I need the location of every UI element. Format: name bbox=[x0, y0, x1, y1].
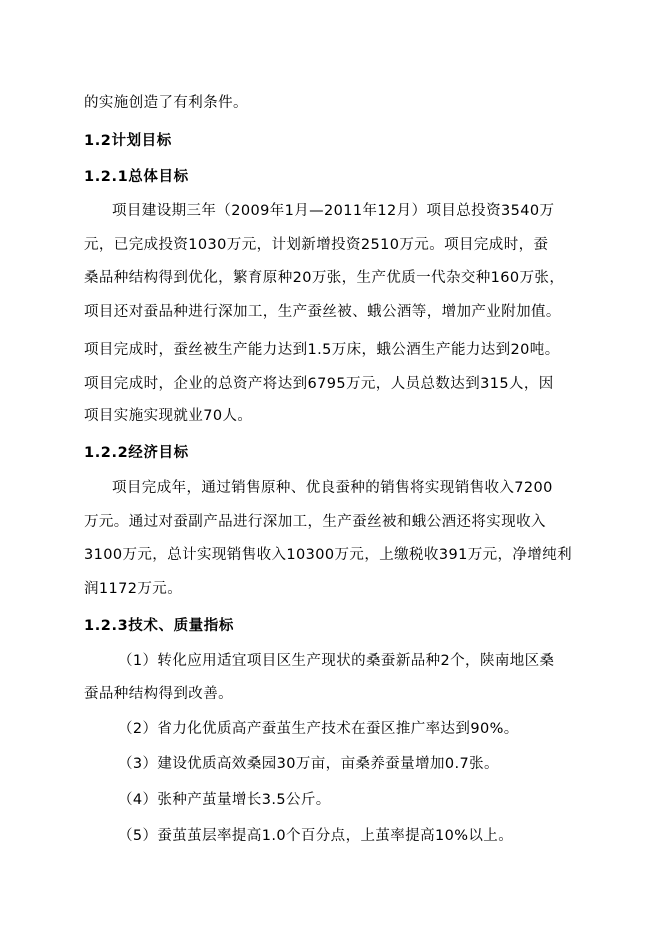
list-item: （5）蚕茧茧层率提高1.0个百分点，上茧率提高10%以上。 bbox=[118, 828, 514, 844]
section-heading: 1.2计划目标 bbox=[84, 133, 172, 149]
list-item: （4）张种产茧量增长3.5公斤。 bbox=[118, 792, 331, 808]
paragraph-line: 的实施创造了有利条件。 bbox=[84, 95, 248, 111]
paragraph-line: 项目完成时，蚕丝被生产能力达到1.5万床，蛾公酒生产能力达到20吨。 bbox=[84, 342, 560, 358]
paragraph-line: 项目建设期三年（2009年1月—2011年12月）项目总投资3540万 bbox=[112, 203, 555, 219]
subsection-heading: 1.2.3技术、质量指标 bbox=[84, 618, 234, 634]
subsection-heading: 1.2.1总体目标 bbox=[84, 169, 189, 185]
paragraph-line: 桑品种结构得到优化，繁育原种20万张，生产优质一代杂交种160万张， bbox=[84, 270, 565, 286]
list-item-continuation: 蚕品种结构得到改善。 bbox=[84, 686, 233, 702]
list-item: （3）建设优质高效桑园30万亩，亩桑养蚕量增加0.7张。 bbox=[118, 756, 499, 772]
paragraph-line: 万元。通过对蚕副产品进行深加工，生产蚕丝被和蛾公酒还将实现收入 bbox=[84, 514, 546, 530]
paragraph-line: 项目还对蚕品种进行深加工，生产蚕丝被、蛾公酒等，增加产业附加值。 bbox=[84, 304, 561, 320]
paragraph-line: 元，已完成投资1030万元，计划新增投资2510万元。项目完成时，蚕 bbox=[84, 237, 549, 253]
list-item: （2）省力化优质高产蚕茧生产技术在蚕区推广率达到90%。 bbox=[118, 721, 519, 737]
paragraph-line: 项目实施实现就业70人。 bbox=[84, 408, 253, 424]
list-item: （1）转化应用适宜项目区生产现状的桑蚕新品种2个，陕南地区桑 bbox=[118, 653, 555, 669]
paragraph-line: 项目完成年，通过销售原种、优良蚕种的销售将实现销售收入7200 bbox=[112, 480, 553, 496]
paragraph-line: 3100万元，总计实现销售收入10300万元，上缴税收391万元，净增纯利 bbox=[84, 547, 573, 563]
paragraph-line: 项目完成时，企业的总资产将达到6795万元，人员总数达到315人，因 bbox=[84, 376, 554, 392]
paragraph-line: 润1172万元。 bbox=[84, 581, 183, 597]
subsection-heading: 1.2.2经济目标 bbox=[84, 445, 189, 461]
